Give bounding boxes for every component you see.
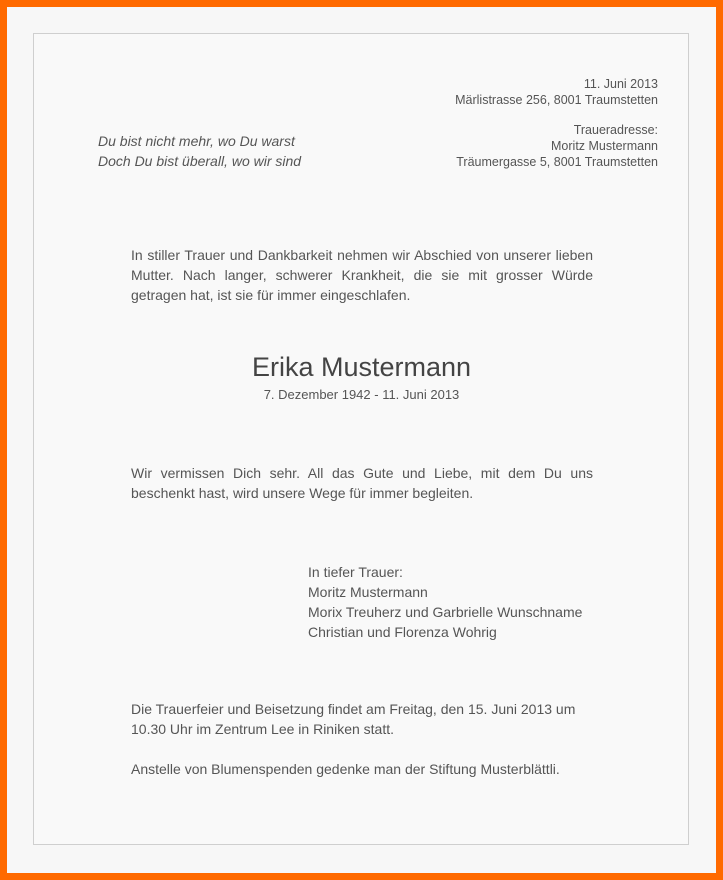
motto-line-1: Du bist nicht mehr, wo Du warst (98, 133, 295, 149)
mourning-address-name: Moritz Mustermann (551, 139, 658, 153)
header-block (455, 76, 658, 108)
header-address: Märlistrasse 256, 8001 Traumstetten (455, 93, 658, 107)
flowers-note: Anstelle von Blumenspenden gedenke man der Stiftung Musterblättli. (131, 761, 560, 777)
mourner-name: Christian und Florenza Wohrig (308, 624, 497, 640)
deceased-name: Erika Mustermann (251, 352, 472, 382)
motto-quote (98, 131, 301, 171)
deceased-dates: 7. Dezember 1942 - 11. Juni 2013 (263, 387, 460, 402)
intro-paragraph: In stiller Trauer und Dankbarkeit nehmen wir Abschied von unserer lieben Mutter. Nach langer, schwerer Krankheit, die sie mit grosser Würde getragen hat, ist sie für immer eingeschlafen. (131, 247, 593, 303)
motto-line-2: Doch Du bist überall, wo wir sind (98, 153, 302, 169)
mourner-name: Morix Treuherz und Garbrielle Wunschname (308, 604, 583, 620)
mourning-address-block (456, 122, 658, 170)
mourners-block (308, 562, 582, 642)
header-date: 11. Juni 2013 (583, 77, 658, 91)
mourners-label: In tiefer Trauer: (308, 564, 403, 580)
mourner-name: Moritz Mustermann (308, 584, 428, 600)
funeral-info: Die Trauerfeier und Beisetzung findet am Freitag, den 15. Juni 2013 um 10.30 Uhr im Zentrum Lee in Riniken statt. (131, 701, 576, 737)
mourning-address-street: Träumergasse 5, 8001 Traumstetten (456, 155, 658, 169)
mourning-address-label: Traueradresse: (573, 123, 658, 137)
remembrance-paragraph: Wir vermissen Dich sehr. All das Gute und Liebe, mit dem Du uns beschenkt hast, wird unsere Wege für immer begleiten. (131, 465, 593, 501)
